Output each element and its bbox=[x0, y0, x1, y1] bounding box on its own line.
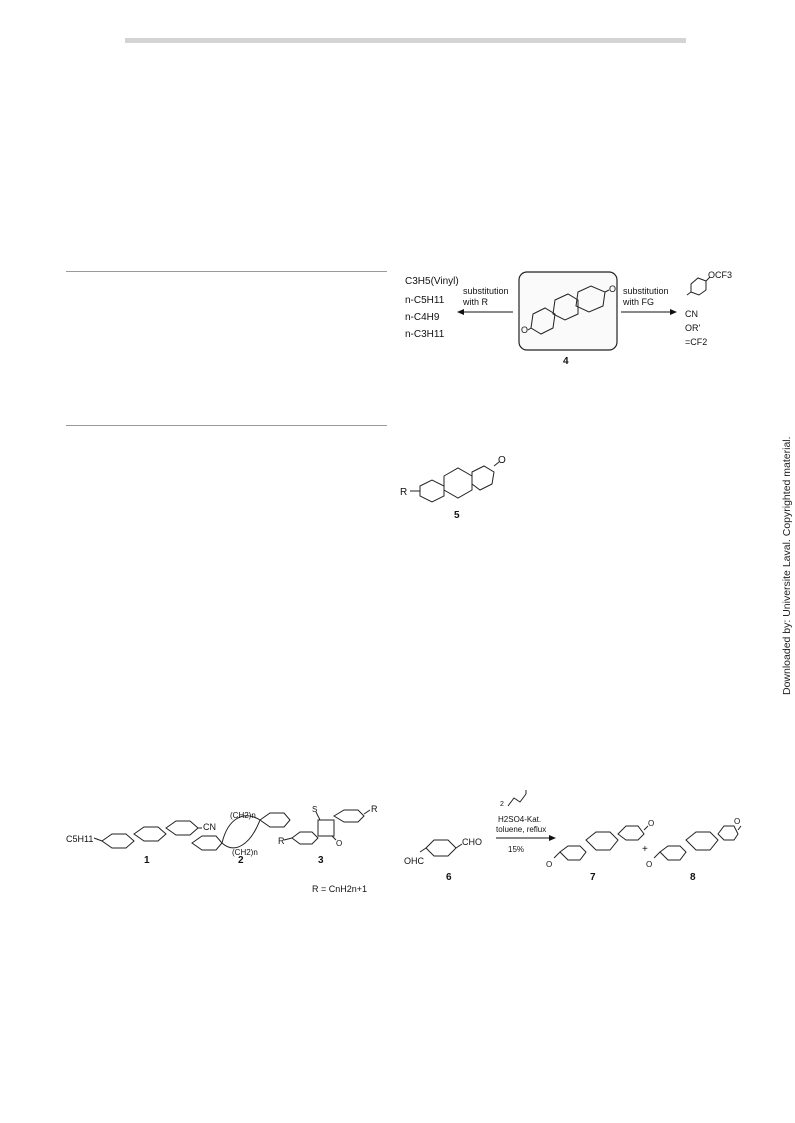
compound-2-label: 2 bbox=[238, 855, 244, 866]
compound-4-ketone-o2: O bbox=[521, 325, 529, 335]
substituent-vinyl: C3H5(Vinyl) bbox=[405, 276, 459, 287]
group-ocf3: OCF3 bbox=[708, 270, 733, 280]
substituent-propyl: n-C3H11 bbox=[405, 329, 445, 340]
compound-1-structure bbox=[94, 821, 202, 848]
aryl-ring bbox=[687, 277, 710, 295]
scheme-compound-4 bbox=[395, 262, 733, 372]
bottom-rule bbox=[66, 425, 387, 426]
compound-5-r: R bbox=[400, 487, 408, 498]
compound-4-box bbox=[519, 272, 617, 350]
substituent-pentyl: n-C5H11 bbox=[405, 295, 445, 306]
top-rule bbox=[66, 271, 387, 272]
scheme-compounds-1-2-3 bbox=[64, 798, 394, 898]
compound-4-ketone-o: O bbox=[609, 284, 617, 294]
compound-7-o-left: O bbox=[546, 860, 553, 869]
compound-8-o-left: O bbox=[646, 860, 653, 869]
scheme-compound-5 bbox=[398, 448, 518, 523]
c5h11-label: C5H11 bbox=[66, 834, 94, 844]
download-watermark: Downloaded by: Universite Laval. Copyrighted material. bbox=[781, 436, 793, 695]
compound-3-o: O bbox=[336, 839, 343, 848]
reaction-yield: 15% bbox=[508, 845, 525, 854]
right-arrow-label-2: with FG bbox=[623, 297, 655, 307]
reagent-solvent: toluene, reflux bbox=[496, 825, 547, 834]
scheme-compounds-6-7-8 bbox=[404, 790, 744, 900]
compound-6-label: 6 bbox=[446, 872, 452, 883]
compound-5-structure bbox=[410, 462, 499, 502]
group-cn: CN bbox=[685, 309, 698, 319]
plus-sign: + bbox=[642, 844, 648, 855]
compound-7-label: 7 bbox=[590, 872, 596, 883]
ch2n-label-top: (CH2)n bbox=[230, 811, 256, 820]
reagent-equivalents: 2 bbox=[500, 801, 504, 808]
compound-4-label: 4 bbox=[563, 356, 569, 367]
compound-6-structure bbox=[420, 840, 462, 856]
compound-7-o-right: O bbox=[648, 819, 655, 828]
left-arrow-label-1: substitution bbox=[463, 286, 509, 296]
reaction-arrowhead bbox=[549, 835, 556, 841]
cn-label: CN bbox=[203, 822, 216, 832]
compound-1-label: 1 bbox=[144, 855, 150, 866]
compound-5-o: O bbox=[498, 455, 506, 466]
compound-7-structure bbox=[554, 826, 648, 860]
reagent-acid: H2SO4-Kat. bbox=[498, 815, 542, 824]
left-arrowhead bbox=[457, 309, 464, 315]
substituent-butyl: n-C4H9 bbox=[405, 312, 440, 323]
compound-8-label: 8 bbox=[690, 872, 696, 883]
compound-3-label: 3 bbox=[318, 855, 324, 866]
r-definition: R = CnH2n+1 bbox=[312, 884, 368, 894]
ch2n-label-bottom: (CH2)n bbox=[232, 848, 258, 857]
right-arrowhead bbox=[670, 309, 677, 315]
mvk-structure bbox=[508, 790, 526, 806]
compound-3-r-right: R bbox=[371, 804, 378, 814]
header-bar bbox=[125, 38, 686, 43]
compound-3-structure bbox=[284, 810, 370, 844]
right-arrow-label-1: substitution bbox=[623, 286, 669, 296]
compound-5-label: 5 bbox=[454, 510, 460, 521]
group-or: OR' bbox=[685, 323, 701, 333]
compound-3-r-left: R bbox=[278, 836, 285, 846]
left-arrow-label-2: with R bbox=[463, 297, 489, 307]
group-cf2: =CF2 bbox=[685, 337, 708, 347]
compound-8-o-right: O bbox=[734, 817, 741, 826]
compound-3-s: S bbox=[312, 805, 318, 814]
compound-8-structure bbox=[654, 826, 741, 860]
ohc-label: OHC bbox=[404, 856, 424, 866]
cho-label: CHO bbox=[462, 837, 482, 847]
